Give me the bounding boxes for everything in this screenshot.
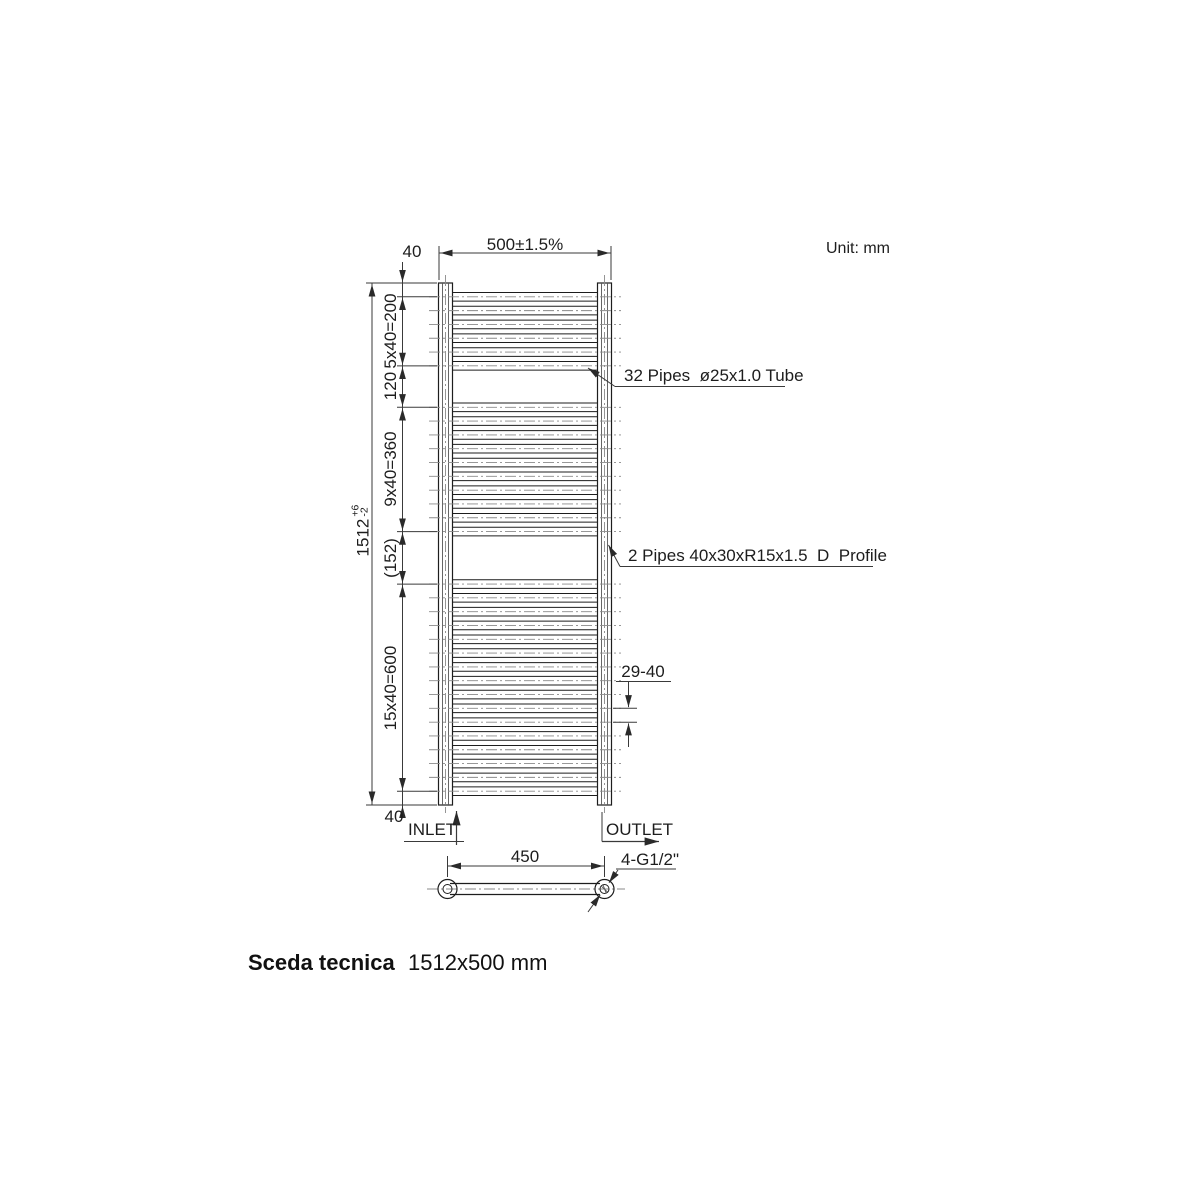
inlet-label: INLET	[408, 820, 457, 839]
caption-title: Sceda tecnica	[248, 950, 395, 975]
outlet-label: OUTLET	[606, 820, 674, 839]
left-rail	[439, 275, 453, 813]
radiator-bottom-view	[427, 880, 625, 899]
dim-group-top-label: 5x40=200	[381, 293, 400, 369]
dimension-chain	[397, 262, 437, 818]
thread-annotation: 4-G1/2"	[621, 850, 680, 869]
dimension-pitch	[613, 682, 671, 748]
tolerance-stack: +6 -2	[349, 504, 371, 517]
right-rail	[598, 275, 612, 813]
dim-gap-top-label: 120	[381, 371, 400, 401]
pipes	[429, 292, 621, 795]
dim-overall-height-label: 1512 +6 -2	[349, 504, 373, 557]
dim-group-mid-label: 9x40=360	[381, 431, 400, 507]
dim-width-label: 500±1.5%	[486, 235, 564, 254]
pipes-annotation: 32 Pipes ø25x1.0 Tube	[624, 366, 804, 385]
dim-ports-span-label: 450	[510, 847, 540, 866]
leader-thread-annotation	[588, 869, 676, 912]
dim-group-bottom-label: 15x40=600	[381, 645, 400, 731]
dim-bottom-offset-label: 40	[384, 807, 404, 826]
profile-annotation: 2 Pipes 40x30xR15x1.5 D Profile	[628, 546, 887, 565]
radiator-front-view	[429, 275, 621, 813]
unit-label: Unit: mm	[826, 240, 890, 257]
caption-dimensions: 1512x500 mm	[408, 950, 548, 975]
dim-top-offset-label: 40	[402, 242, 422, 261]
dim-pitch-label: 29-40	[621, 662, 665, 681]
dim-gap-mid-label: (152)	[381, 538, 400, 578]
